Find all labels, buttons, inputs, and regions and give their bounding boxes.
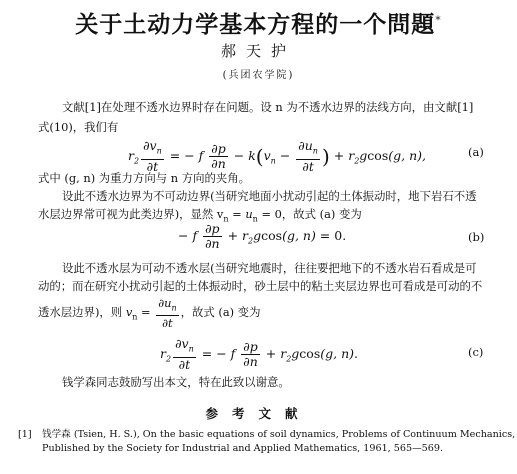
equation-b-number: (b) <box>468 230 485 244</box>
paragraph-2-line-2-tail: = 0，故式 (a) 变为 <box>261 207 362 221</box>
acknowledgement: 钱学森同志鼓励写出本文，特在此致以谢意。 <box>62 375 290 389</box>
paragraph-g-explanation: 式中 (g, n) 为重力方向与 n 方向的夹角。 <box>38 171 251 185</box>
equation-a: $r_2$ $\frac{\partial v_n}{\partial t}$ = − f $\frac{\partial p}{\partial n}$ − $k(v_n$ − $\frac{\partial u_n}{\partial t}$ ) + $r_2gcos(g$, n), <box>128 138 426 174</box>
title-text: 关于土动力学基本方程的一个問題 <box>75 12 436 38</box>
paragraph-2-line-2-head: 水层边界常可视为此类边界)，显然 v <box>38 207 224 221</box>
author-affiliation: (兵团农学院) <box>222 70 295 81</box>
paragraph-2-line-1: 设此不透水边界为不可动边界(当研究地面小扰动引起的土体振动时，地下岩石不透 <box>62 189 477 203</box>
reference-1-label: [1] <box>18 429 32 440</box>
title-footnote-mark: * <box>435 13 442 27</box>
paragraph-3-line-2: 动的；而在研究小扰动引起的土体振动时，砂土层中的粘土夹层边界也可看成是可动的不 <box>38 279 483 293</box>
equation-c-number: (c) <box>468 345 484 359</box>
equation-a-number: (a) <box>468 145 484 159</box>
references-heading: 参考文献 <box>205 406 312 421</box>
author-name: 郝天护 <box>220 42 296 60</box>
paragraph-2-line-2: 水层边界常可视为此类边界)，显然 $v_n = u_n = 0$，故式 (a) 变为 <box>38 207 362 224</box>
equation-b: − f $\frac{\partial p}{\partial n}$ + $r_2gcos(g$, n) = 0. <box>178 221 347 251</box>
reference-1-line-2: Published by the Society for Industrial and Applied Mathematics, 1961, 565—569. <box>42 443 444 454</box>
equation-c: $r_2$ $\frac{\partial v_n}{\partial t}$ = − f $\frac{\partial p}{\partial n}$ + $r_2gcos(g$, n). <box>160 336 358 372</box>
paper-title <box>0 6 517 39</box>
paragraph-1-line-1: 文献[1]在处理不透水边界时存在问题。设 n 为不透水边界的法线方向，由文献[1] <box>62 100 474 114</box>
reference-1-line-1: 钱学森 (Tsien, H. S.), On the basic equations of soil dynamics, Problems of Continuum Mechanics, <box>42 429 516 440</box>
paragraph-3-line-3-head: 透水层边界)，则 <box>38 305 123 320</box>
paragraph-3-line-1: 设此不透水层为可动不透水层(当研究地震时，往往要把地下的不透水岩石看成是可 <box>62 261 477 275</box>
paragraph-3-line-3: 透水层边界)，则 $v_n$ = $\frac{\partial u_n}{\partial t}$ ，故式 (a) 变为 <box>38 296 261 331</box>
paragraph-1-line-2: 式(10)，我们有 <box>38 120 119 134</box>
paragraph-3-line-3-tail: ，故式 (a) 变为 <box>180 305 261 320</box>
